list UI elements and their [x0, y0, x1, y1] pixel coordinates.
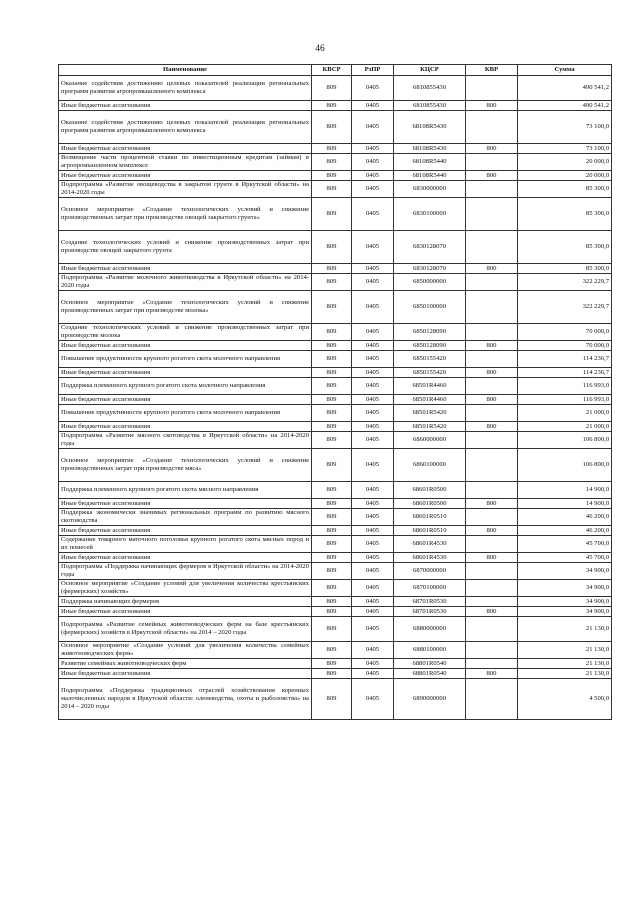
row-kvr-cell [466, 617, 518, 642]
row-kvr-cell [466, 509, 518, 526]
row-rzpr-cell: 0405 [352, 536, 394, 553]
row-name-cell: Иные бюджетные ассигнования [59, 395, 312, 405]
row-kcsr-cell: 68108R5430 [394, 111, 466, 144]
row-name-cell: Подпрограмма «Развитие семейных животноводческих ферм на базе крестьянских (фермерских) хозяйств в Иркутской области» на 2014 – 2020 годы [59, 617, 312, 642]
row-rzpr-cell: 0405 [352, 351, 394, 368]
row-kcsr-cell: 6850100000 [394, 291, 466, 324]
row-rzpr-cell: 0405 [352, 405, 394, 422]
row-kvsr-cell: 809 [312, 144, 352, 154]
row-sum-cell: 85 300,0 [518, 198, 612, 231]
row-rzpr-cell: 0405 [352, 231, 394, 264]
row-kvsr-cell: 809 [312, 607, 352, 617]
table-row [59, 291, 612, 324]
row-rzpr-cell: 0405 [352, 144, 394, 154]
row-kvsr-cell: 809 [312, 432, 352, 449]
row-kvr-cell [466, 642, 518, 659]
row-kvsr-cell: 809 [312, 395, 352, 405]
table-row [59, 432, 612, 449]
row-kvsr-cell: 809 [312, 669, 352, 679]
col-header-name: Наименование [59, 65, 312, 76]
row-kvr-cell [466, 405, 518, 422]
row-sum-cell: 490 541,2 [518, 101, 612, 111]
row-sum-cell: 20 000,0 [518, 154, 612, 171]
row-kvsr-cell: 809 [312, 264, 352, 274]
row-kvsr-cell: 809 [312, 482, 352, 499]
row-name-cell: Иные бюджетные ассигнования [59, 669, 312, 679]
row-kvr-cell [466, 324, 518, 341]
row-kvr-cell: 800 [466, 264, 518, 274]
row-kcsr-cell: 68601R0500 [394, 499, 466, 509]
table-row [59, 341, 612, 351]
table-body [59, 76, 612, 720]
row-sum-cell: 21 130,0 [518, 617, 612, 642]
row-name-cell: Поддержка племенного крупного рогатого скота мясного направления [59, 482, 312, 499]
row-kvr-cell [466, 482, 518, 499]
row-kvr-cell [466, 274, 518, 291]
table-row [59, 499, 612, 509]
row-kvsr-cell: 809 [312, 324, 352, 341]
row-name-cell: Иные бюджетные ассигнования [59, 553, 312, 563]
row-kvr-cell: 800 [466, 607, 518, 617]
row-kcsr-cell: 68801R0540 [394, 659, 466, 669]
row-sum-cell: 45 700,0 [518, 536, 612, 553]
row-rzpr-cell: 0405 [352, 378, 394, 395]
table-row [59, 449, 612, 482]
row-kvr-cell [466, 198, 518, 231]
table-row [59, 264, 612, 274]
row-name-cell: Поддержка племенного крупного рогатого скота молочного направления [59, 378, 312, 395]
row-sum-cell: 14 900,0 [518, 482, 612, 499]
row-rzpr-cell: 0405 [352, 617, 394, 642]
row-kcsr-cell: 68701R0530 [394, 607, 466, 617]
row-kcsr-cell: 68601R0510 [394, 526, 466, 536]
row-sum-cell: 114 236,7 [518, 351, 612, 368]
row-name-cell: Содержание товарного маточного поголовья крупного рогатого скота мясных пород и их помесей [59, 536, 312, 553]
row-kvr-cell [466, 580, 518, 597]
row-rzpr-cell: 0405 [352, 597, 394, 607]
row-kvsr-cell: 809 [312, 274, 352, 291]
row-kcsr-cell: 6890000000 [394, 679, 466, 720]
row-sum-cell: 14 900,0 [518, 499, 612, 509]
row-name-cell: Подпрограмма «Поддержка начинающих фермеров в Иркутской области» на 2014-2020 годы [59, 563, 312, 580]
row-kvsr-cell: 809 [312, 659, 352, 669]
row-name-cell: Иные бюджетные ассигнования [59, 101, 312, 111]
row-rzpr-cell: 0405 [352, 76, 394, 101]
row-kvr-cell [466, 536, 518, 553]
row-sum-cell: 85 300,0 [518, 181, 612, 198]
row-kcsr-cell: 68501R5420 [394, 422, 466, 432]
row-kvsr-cell: 809 [312, 509, 352, 526]
row-name-cell: Поддержка начинающих фермеров [59, 597, 312, 607]
row-sum-cell: 85 300,0 [518, 231, 612, 264]
row-sum-cell: 34 900,0 [518, 607, 612, 617]
table-row [59, 181, 612, 198]
row-rzpr-cell: 0405 [352, 341, 394, 351]
table-row [59, 101, 612, 111]
row-kcsr-cell: 68601R4530 [394, 536, 466, 553]
table-row [59, 597, 612, 607]
row-kvr-cell [466, 378, 518, 395]
row-kvsr-cell: 809 [312, 181, 352, 198]
row-kcsr-cell: 6870000000 [394, 563, 466, 580]
row-rzpr-cell: 0405 [352, 111, 394, 144]
row-rzpr-cell: 0405 [352, 553, 394, 563]
row-sum-cell: 322 229,7 [518, 291, 612, 324]
row-rzpr-cell: 0405 [352, 659, 394, 669]
row-sum-cell: 106 800,0 [518, 449, 612, 482]
row-sum-cell: 21 000,0 [518, 405, 612, 422]
row-kcsr-cell: 68108R5440 [394, 154, 466, 171]
row-kvr-cell [466, 659, 518, 669]
table-row [59, 617, 612, 642]
table-row [59, 378, 612, 395]
row-name-cell: Иные бюджетные ассигнования [59, 264, 312, 274]
row-kvr-cell [466, 291, 518, 324]
row-kcsr-cell: 6810855430 [394, 101, 466, 111]
row-name-cell: Основное мероприятие «Создание условий для увеличения количества крестьянских (фермерских) хозяйств» [59, 580, 312, 597]
col-header-kvsr: КВСР [312, 65, 352, 76]
row-kvsr-cell: 809 [312, 563, 352, 580]
row-kcsr-cell: 6880000000 [394, 617, 466, 642]
row-name-cell: Оказание содействия достижению целевых показателей реализации региональных программ развития агропромышленного комплекса [59, 76, 312, 101]
row-name-cell: Подпрограмма «Поддержка традиционных отраслей хозяйствования коренных малочисленных народов в Иркутской области: оленеводства, охоты и рыболовства» на 2014 – 2020 годы [59, 679, 312, 720]
row-kvr-cell [466, 679, 518, 720]
row-kvr-cell: 800 [466, 395, 518, 405]
row-kcsr-cell: 68601R0510 [394, 509, 466, 526]
table-row [59, 509, 612, 526]
row-sum-cell: 106 800,0 [518, 432, 612, 449]
table-row [59, 231, 612, 264]
row-kvsr-cell: 809 [312, 499, 352, 509]
row-rzpr-cell: 0405 [352, 101, 394, 111]
row-sum-cell: 73 100,0 [518, 111, 612, 144]
row-kvsr-cell: 809 [312, 617, 352, 642]
row-name-cell: Развитие семейных животноводческих ферм [59, 659, 312, 669]
row-kcsr-cell: 68501R4460 [394, 378, 466, 395]
row-kvr-cell: 800 [466, 422, 518, 432]
table-row [59, 526, 612, 536]
row-rzpr-cell: 0405 [352, 181, 394, 198]
row-name-cell: Создание технологических условий и снижение производственных затрат при производстве молока [59, 324, 312, 341]
row-sum-cell: 34 900,0 [518, 597, 612, 607]
row-kvr-cell [466, 597, 518, 607]
row-sum-cell: 46 200,0 [518, 509, 612, 526]
table-row [59, 563, 612, 580]
row-kvr-cell: 800 [466, 526, 518, 536]
row-rzpr-cell: 0405 [352, 563, 394, 580]
row-kvr-cell [466, 449, 518, 482]
row-sum-cell: 34 900,0 [518, 563, 612, 580]
row-rzpr-cell: 0405 [352, 154, 394, 171]
row-sum-cell: 45 700,0 [518, 553, 612, 563]
row-kvr-cell: 800 [466, 669, 518, 679]
row-rzpr-cell: 0405 [352, 526, 394, 536]
row-sum-cell: 21 000,0 [518, 422, 612, 432]
row-name-cell: Иные бюджетные ассигнования [59, 144, 312, 154]
row-kvsr-cell: 809 [312, 101, 352, 111]
row-kvr-cell [466, 181, 518, 198]
table-row [59, 111, 612, 144]
row-sum-cell: 21 130,0 [518, 669, 612, 679]
row-sum-cell: 116 993,0 [518, 378, 612, 395]
table-row [59, 198, 612, 231]
row-rzpr-cell: 0405 [352, 198, 394, 231]
row-kvsr-cell: 809 [312, 368, 352, 378]
row-sum-cell: 85 300,0 [518, 264, 612, 274]
table-row [59, 351, 612, 368]
table-row [59, 405, 612, 422]
row-name-cell: Иные бюджетные ассигнования [59, 341, 312, 351]
table-row [59, 76, 612, 101]
budget-table [58, 64, 612, 720]
row-name-cell: Поддержка экономически значимых региональных программ по развитию мясного скотоводства [59, 509, 312, 526]
row-sum-cell: 21 130,0 [518, 642, 612, 659]
table-header-row [59, 65, 612, 76]
row-rzpr-cell: 0405 [352, 580, 394, 597]
row-sum-cell: 34 900,0 [518, 580, 612, 597]
row-rzpr-cell: 0405 [352, 669, 394, 679]
row-name-cell: Основное мероприятие «Создание технологических условий и снижение производственных затрат при производстве мяса» [59, 449, 312, 482]
row-kcsr-cell: 68601R0500 [394, 482, 466, 499]
row-kvr-cell [466, 231, 518, 264]
table-row [59, 679, 612, 720]
row-kvr-cell: 800 [466, 171, 518, 181]
row-kcsr-cell: 6850128090 [394, 324, 466, 341]
row-kvsr-cell: 809 [312, 642, 352, 659]
row-kcsr-cell: 6830000000 [394, 181, 466, 198]
row-kcsr-cell: 68601R4530 [394, 553, 466, 563]
row-name-cell: Иные бюджетные ассигнования [59, 171, 312, 181]
row-kvsr-cell: 809 [312, 154, 352, 171]
row-kcsr-cell: 6880100000 [394, 642, 466, 659]
table-row [59, 659, 612, 669]
table-row [59, 482, 612, 499]
page-number: 46 [315, 44, 325, 54]
col-header-rzpr: РзПР [352, 65, 394, 76]
row-kcsr-cell: 6830100000 [394, 198, 466, 231]
row-rzpr-cell: 0405 [352, 607, 394, 617]
row-name-cell: Иные бюджетные ассигнования [59, 499, 312, 509]
row-kvsr-cell: 809 [312, 580, 352, 597]
row-rzpr-cell: 0405 [352, 422, 394, 432]
row-kcsr-cell: 6830128070 [394, 231, 466, 264]
row-kcsr-cell: 6860000000 [394, 432, 466, 449]
row-sum-cell: 116 993,0 [518, 395, 612, 405]
row-kvsr-cell: 809 [312, 597, 352, 607]
row-kcsr-cell: 6860100000 [394, 449, 466, 482]
row-name-cell: Подпрограмма «Развитие овощеводства в закрытом грунте в Иркутской области» на 2014-2020 годы [59, 181, 312, 198]
row-kcsr-cell: 6850128090 [394, 341, 466, 351]
row-kvsr-cell: 809 [312, 111, 352, 144]
table-row [59, 422, 612, 432]
row-name-cell: Иные бюджетные ассигнования [59, 422, 312, 432]
row-name-cell: Иные бюджетные ассигнования [59, 607, 312, 617]
table-row [59, 553, 612, 563]
row-kcsr-cell: 6870100000 [394, 580, 466, 597]
row-rzpr-cell: 0405 [352, 274, 394, 291]
row-kvsr-cell: 809 [312, 198, 352, 231]
row-kcsr-cell: 6850000000 [394, 274, 466, 291]
row-kvsr-cell: 809 [312, 536, 352, 553]
row-name-cell: Основное мероприятие «Создание технологических условий и снижение производственных затрат при производстве молока» [59, 291, 312, 324]
row-kvr-cell [466, 76, 518, 101]
row-kcsr-cell: 68701R0530 [394, 597, 466, 607]
row-sum-cell: 322 229,7 [518, 274, 612, 291]
row-kvsr-cell: 809 [312, 171, 352, 181]
row-kvsr-cell: 809 [312, 351, 352, 368]
row-kvsr-cell: 809 [312, 526, 352, 536]
row-kvsr-cell: 809 [312, 405, 352, 422]
row-sum-cell: 21 130,0 [518, 659, 612, 669]
row-rzpr-cell: 0405 [352, 642, 394, 659]
row-kvsr-cell: 809 [312, 291, 352, 324]
table-row [59, 368, 612, 378]
row-kvsr-cell: 809 [312, 76, 352, 101]
col-header-sum: Сумма [518, 65, 612, 76]
row-rzpr-cell: 0405 [352, 171, 394, 181]
row-name-cell: Возмещение части процентной ставки по инвестиционным кредитам (займам) в агропромышленном комплексе [59, 154, 312, 171]
row-kvr-cell: 800 [466, 499, 518, 509]
row-name-cell: Оказание содействия достижению целевых показателей реализации региональных программ развития агропромышленного комплекса [59, 111, 312, 144]
row-sum-cell: 490 541,2 [518, 76, 612, 101]
row-kcsr-cell: 6850155420 [394, 368, 466, 378]
row-kvsr-cell: 809 [312, 553, 352, 563]
table-row [59, 274, 612, 291]
row-rzpr-cell: 0405 [352, 264, 394, 274]
row-kcsr-cell: 6850155420 [394, 351, 466, 368]
row-kvr-cell: 800 [466, 368, 518, 378]
row-kvr-cell: 800 [466, 144, 518, 154]
row-kvsr-cell: 809 [312, 422, 352, 432]
row-kvr-cell [466, 432, 518, 449]
table-row [59, 144, 612, 154]
row-rzpr-cell: 0405 [352, 679, 394, 720]
row-name-cell: Иные бюджетные ассигнования [59, 368, 312, 378]
row-kvr-cell [466, 154, 518, 171]
row-rzpr-cell: 0405 [352, 368, 394, 378]
row-kcsr-cell: 68501R4460 [394, 395, 466, 405]
row-sum-cell: 46 200,0 [518, 526, 612, 536]
row-sum-cell: 73 100,0 [518, 144, 612, 154]
row-name-cell: Основное мероприятие «Создание технологических условий и снижение производственных затрат при производстве овощей закрытого грунта» [59, 198, 312, 231]
row-name-cell: Повышение продуктивности крупного рогатого скота молочного направления [59, 351, 312, 368]
row-kvr-cell [466, 563, 518, 580]
row-name-cell: Создание технологических условий и снижение производственных затрат при производстве овощей закрытого грунта [59, 231, 312, 264]
row-sum-cell: 70 000,0 [518, 324, 612, 341]
row-kvr-cell: 800 [466, 341, 518, 351]
table-row [59, 324, 612, 341]
row-rzpr-cell: 0405 [352, 509, 394, 526]
row-kvsr-cell: 809 [312, 341, 352, 351]
col-header-kcsr: КЦСР [394, 65, 466, 76]
row-kvr-cell: 800 [466, 553, 518, 563]
row-rzpr-cell: 0405 [352, 432, 394, 449]
row-kvsr-cell: 809 [312, 378, 352, 395]
row-sum-cell: 20 000,0 [518, 171, 612, 181]
row-kcsr-cell: 68108R5430 [394, 144, 466, 154]
row-sum-cell: 4 500,0 [518, 679, 612, 720]
row-kvsr-cell: 809 [312, 449, 352, 482]
table-row [59, 642, 612, 659]
row-name-cell: Подпрограмма «Развитие молочного животноводства в Иркутской области» на 2014-2020 годы [59, 274, 312, 291]
row-rzpr-cell: 0405 [352, 449, 394, 482]
row-kvr-cell [466, 351, 518, 368]
table-row [59, 669, 612, 679]
row-sum-cell: 70 000,0 [518, 341, 612, 351]
row-name-cell: Иные бюджетные ассигнования [59, 526, 312, 536]
table-row [59, 607, 612, 617]
row-kcsr-cell: 6810855430 [394, 76, 466, 101]
row-kvsr-cell: 809 [312, 679, 352, 720]
row-rzpr-cell: 0405 [352, 482, 394, 499]
row-name-cell: Повышение продуктивности крупного рогатого скота молочного направления [59, 405, 312, 422]
table-row [59, 171, 612, 181]
table-row [59, 536, 612, 553]
row-kcsr-cell: 68801R0540 [394, 669, 466, 679]
row-kcsr-cell: 68108R5440 [394, 171, 466, 181]
row-sum-cell: 114 236,7 [518, 368, 612, 378]
table-row [59, 395, 612, 405]
row-kvr-cell: 800 [466, 101, 518, 111]
row-rzpr-cell: 0405 [352, 499, 394, 509]
table-row [59, 154, 612, 171]
row-kcsr-cell: 6830128070 [394, 264, 466, 274]
row-kcsr-cell: 68501R5420 [394, 405, 466, 422]
row-name-cell: Основное мероприятие «Создание условий для увеличения количества семейных животноводческих ферм» [59, 642, 312, 659]
row-rzpr-cell: 0405 [352, 324, 394, 341]
row-name-cell: Подпрограмма «Развитие мясного скотоводства в Иркутской области» на 2014-2020 годы [59, 432, 312, 449]
table-row [59, 580, 612, 597]
row-kvr-cell [466, 111, 518, 144]
col-header-kvr: КВР [466, 65, 518, 76]
row-kvsr-cell: 809 [312, 231, 352, 264]
row-rzpr-cell: 0405 [352, 291, 394, 324]
row-rzpr-cell: 0405 [352, 395, 394, 405]
